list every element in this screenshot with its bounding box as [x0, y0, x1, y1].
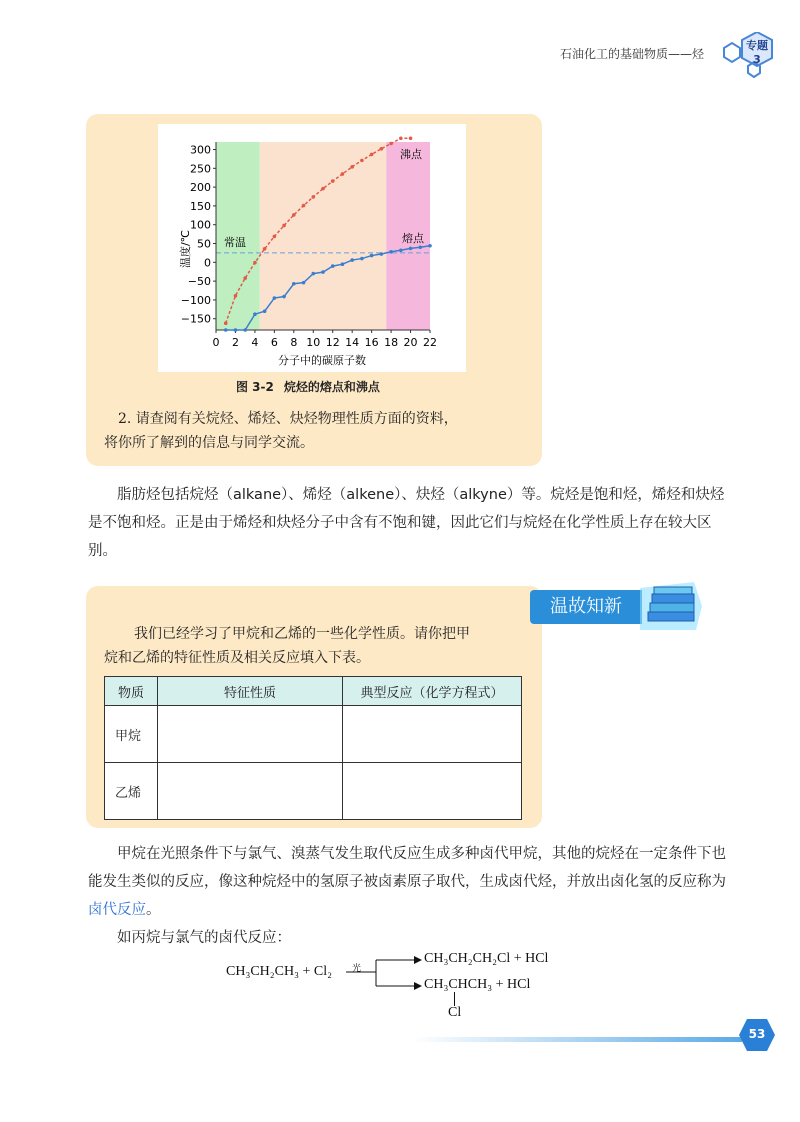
region-liquid [260, 142, 386, 330]
books-icon [640, 578, 704, 632]
x-tick-label: 0 [212, 336, 220, 349]
data-point [331, 179, 335, 183]
data-point [292, 282, 296, 286]
data-point [341, 262, 345, 266]
data-point [263, 309, 267, 313]
data-point [428, 244, 432, 248]
y-tick-label: 300 [190, 143, 211, 157]
y-tick-label: 200 [190, 181, 211, 195]
review-badge: 温故知新 [530, 590, 642, 624]
data-point [243, 276, 247, 280]
data-point [360, 257, 364, 261]
review-line1: 我们已经学习了甲烷和乙烯的一些化学性质。请你把甲 [134, 626, 470, 642]
figure-caption [236, 378, 380, 395]
y-tick-label: 250 [190, 162, 211, 176]
data-point [311, 272, 315, 276]
alkane-melting-boiling-chart [158, 124, 466, 372]
data-point [389, 142, 393, 146]
halogenation-keyword: 卤代反应 [88, 902, 146, 918]
paragraph-aliphatic: 脂肪烃包括烷烃（alkane）、烯烃（alkene）、炔烃（alkyne）等。烷烃是饱和烃，烯烃和炔烃是不饱和烃。正是由于烯烃和炔烃分子中含有不饱和键，因此它们与烷烃在化学性质上存在较大区别。 [88, 487, 725, 559]
reaction-arrow-icon [346, 952, 424, 998]
equation-product2: CH₃CHCH₃ + HCl [424, 977, 531, 992]
task2-line2: 将你所了解到的信息与同学交流。 [104, 435, 314, 451]
figure-caption-text: 烷烃的熔点和沸点 [283, 380, 380, 394]
data-point [234, 328, 238, 332]
y-tick-label: 150 [190, 199, 211, 213]
x-tick-label: 22 [423, 336, 437, 349]
x-tick-label: 4 [251, 336, 259, 349]
row-methane-reaction[interactable] [343, 706, 522, 763]
page-number: 53 [748, 1027, 766, 1041]
paragraph-propane: 如丙烷与氯气的卤代反应： [117, 930, 291, 946]
data-point [370, 153, 374, 157]
reaction-condition: 光 [352, 964, 362, 974]
halogenation-text: 甲烷在光照条件下与氯气、溴蒸气发生取代反应生成多种卤代甲烷，其他的烷烃在一定条件下也能发生类似的反应，像这种烷烃中的氢原子被卤素原子取代，生成卤代烃，并放出卤化氢的反应称为 [88, 846, 726, 890]
x-tick-label: 6 [270, 336, 278, 349]
y-tick-label: 0 [204, 256, 211, 270]
data-point [380, 147, 384, 151]
data-point [263, 247, 267, 251]
x-tick-label: 10 [306, 336, 321, 349]
label-boiling: 沸点 [400, 148, 422, 161]
data-point [399, 136, 403, 140]
equation-substituent: Cl [448, 1005, 462, 1020]
data-point [224, 321, 228, 325]
x-tick-label: 18 [384, 336, 399, 349]
halogenation-end: 。 [146, 902, 161, 918]
x-tick-label: 16 [364, 336, 379, 349]
figure-caption-number: 图 3-2 [236, 380, 274, 394]
data-point [282, 224, 286, 228]
row-ethene-reaction[interactable] [343, 763, 522, 820]
y-tick-label: −100 [180, 293, 211, 307]
label-normal-temp: 常温 [224, 236, 246, 249]
data-point [331, 264, 335, 268]
data-point [350, 165, 354, 169]
row-methane-property[interactable] [158, 706, 343, 763]
data-point [273, 235, 277, 239]
table-row [105, 706, 522, 763]
data-point [273, 296, 277, 300]
data-point [370, 254, 374, 258]
paragraph-halogenation [88, 840, 728, 924]
y-tick-label: −150 [180, 312, 211, 326]
x-tick-label: 2 [231, 336, 239, 349]
equation-reactants: CH₃CH₂CH₃ + Cl₂ [226, 964, 332, 979]
page-footer-bar [412, 1037, 742, 1042]
table-header-row [105, 677, 522, 706]
data-point [380, 252, 384, 256]
data-point [234, 294, 238, 298]
y-axis-label: 温度/℃ [179, 229, 192, 269]
col-header-substance: 物质 [105, 677, 158, 706]
review-line2: 烷和乙烯的特征性质及相关反应填入下表。 [104, 650, 370, 666]
y-tick-label: −50 [187, 275, 211, 289]
data-point [243, 328, 247, 332]
y-tick-label: 100 [190, 218, 211, 232]
data-point [253, 261, 257, 265]
data-point [321, 187, 325, 191]
data-point [389, 250, 393, 254]
data-point [292, 213, 296, 217]
x-tick-label: 20 [403, 336, 418, 349]
x-tick-label: 12 [325, 336, 340, 349]
y-tick-label: 50 [197, 237, 211, 251]
equation-product1: CH₃CH₂CH₂Cl + HCl [424, 951, 549, 966]
table-row [105, 763, 522, 820]
unit-number: 3 [753, 53, 761, 66]
label-melting: 熔点 [402, 232, 424, 245]
data-point [311, 195, 315, 199]
data-point [253, 312, 257, 316]
unit-label: 专题 [746, 39, 768, 52]
data-point [409, 247, 413, 251]
data-point [302, 281, 306, 285]
substituent-bond [454, 992, 455, 1006]
data-point [302, 204, 306, 208]
x-tick-label: 14 [345, 336, 360, 349]
row-ethene-name: 乙烯 [105, 763, 158, 820]
chart-container [158, 124, 466, 372]
data-point [341, 172, 345, 176]
data-point [350, 258, 354, 262]
data-point [282, 295, 286, 299]
data-point [399, 248, 403, 252]
col-header-property: 特征性质 [158, 677, 343, 706]
row-methane-name: 甲烷 [105, 706, 158, 763]
row-ethene-property[interactable] [158, 763, 343, 820]
data-point [409, 136, 413, 140]
running-header-title: 石油化工的基础物质——烃 [560, 47, 705, 61]
task2-line1: 2. 请查阅有关烷烃、烯烃、炔烃物理性质方面的资料， [118, 411, 458, 427]
data-point [418, 245, 422, 249]
review-table [104, 676, 522, 820]
data-point [321, 270, 325, 274]
data-point [360, 159, 364, 163]
x-tick-label: 8 [290, 336, 298, 349]
x-axis-label: 分子中的碳原子数 [278, 354, 366, 367]
col-header-reaction: 典型反应（化学方程式） [343, 677, 522, 706]
data-point [224, 328, 228, 332]
